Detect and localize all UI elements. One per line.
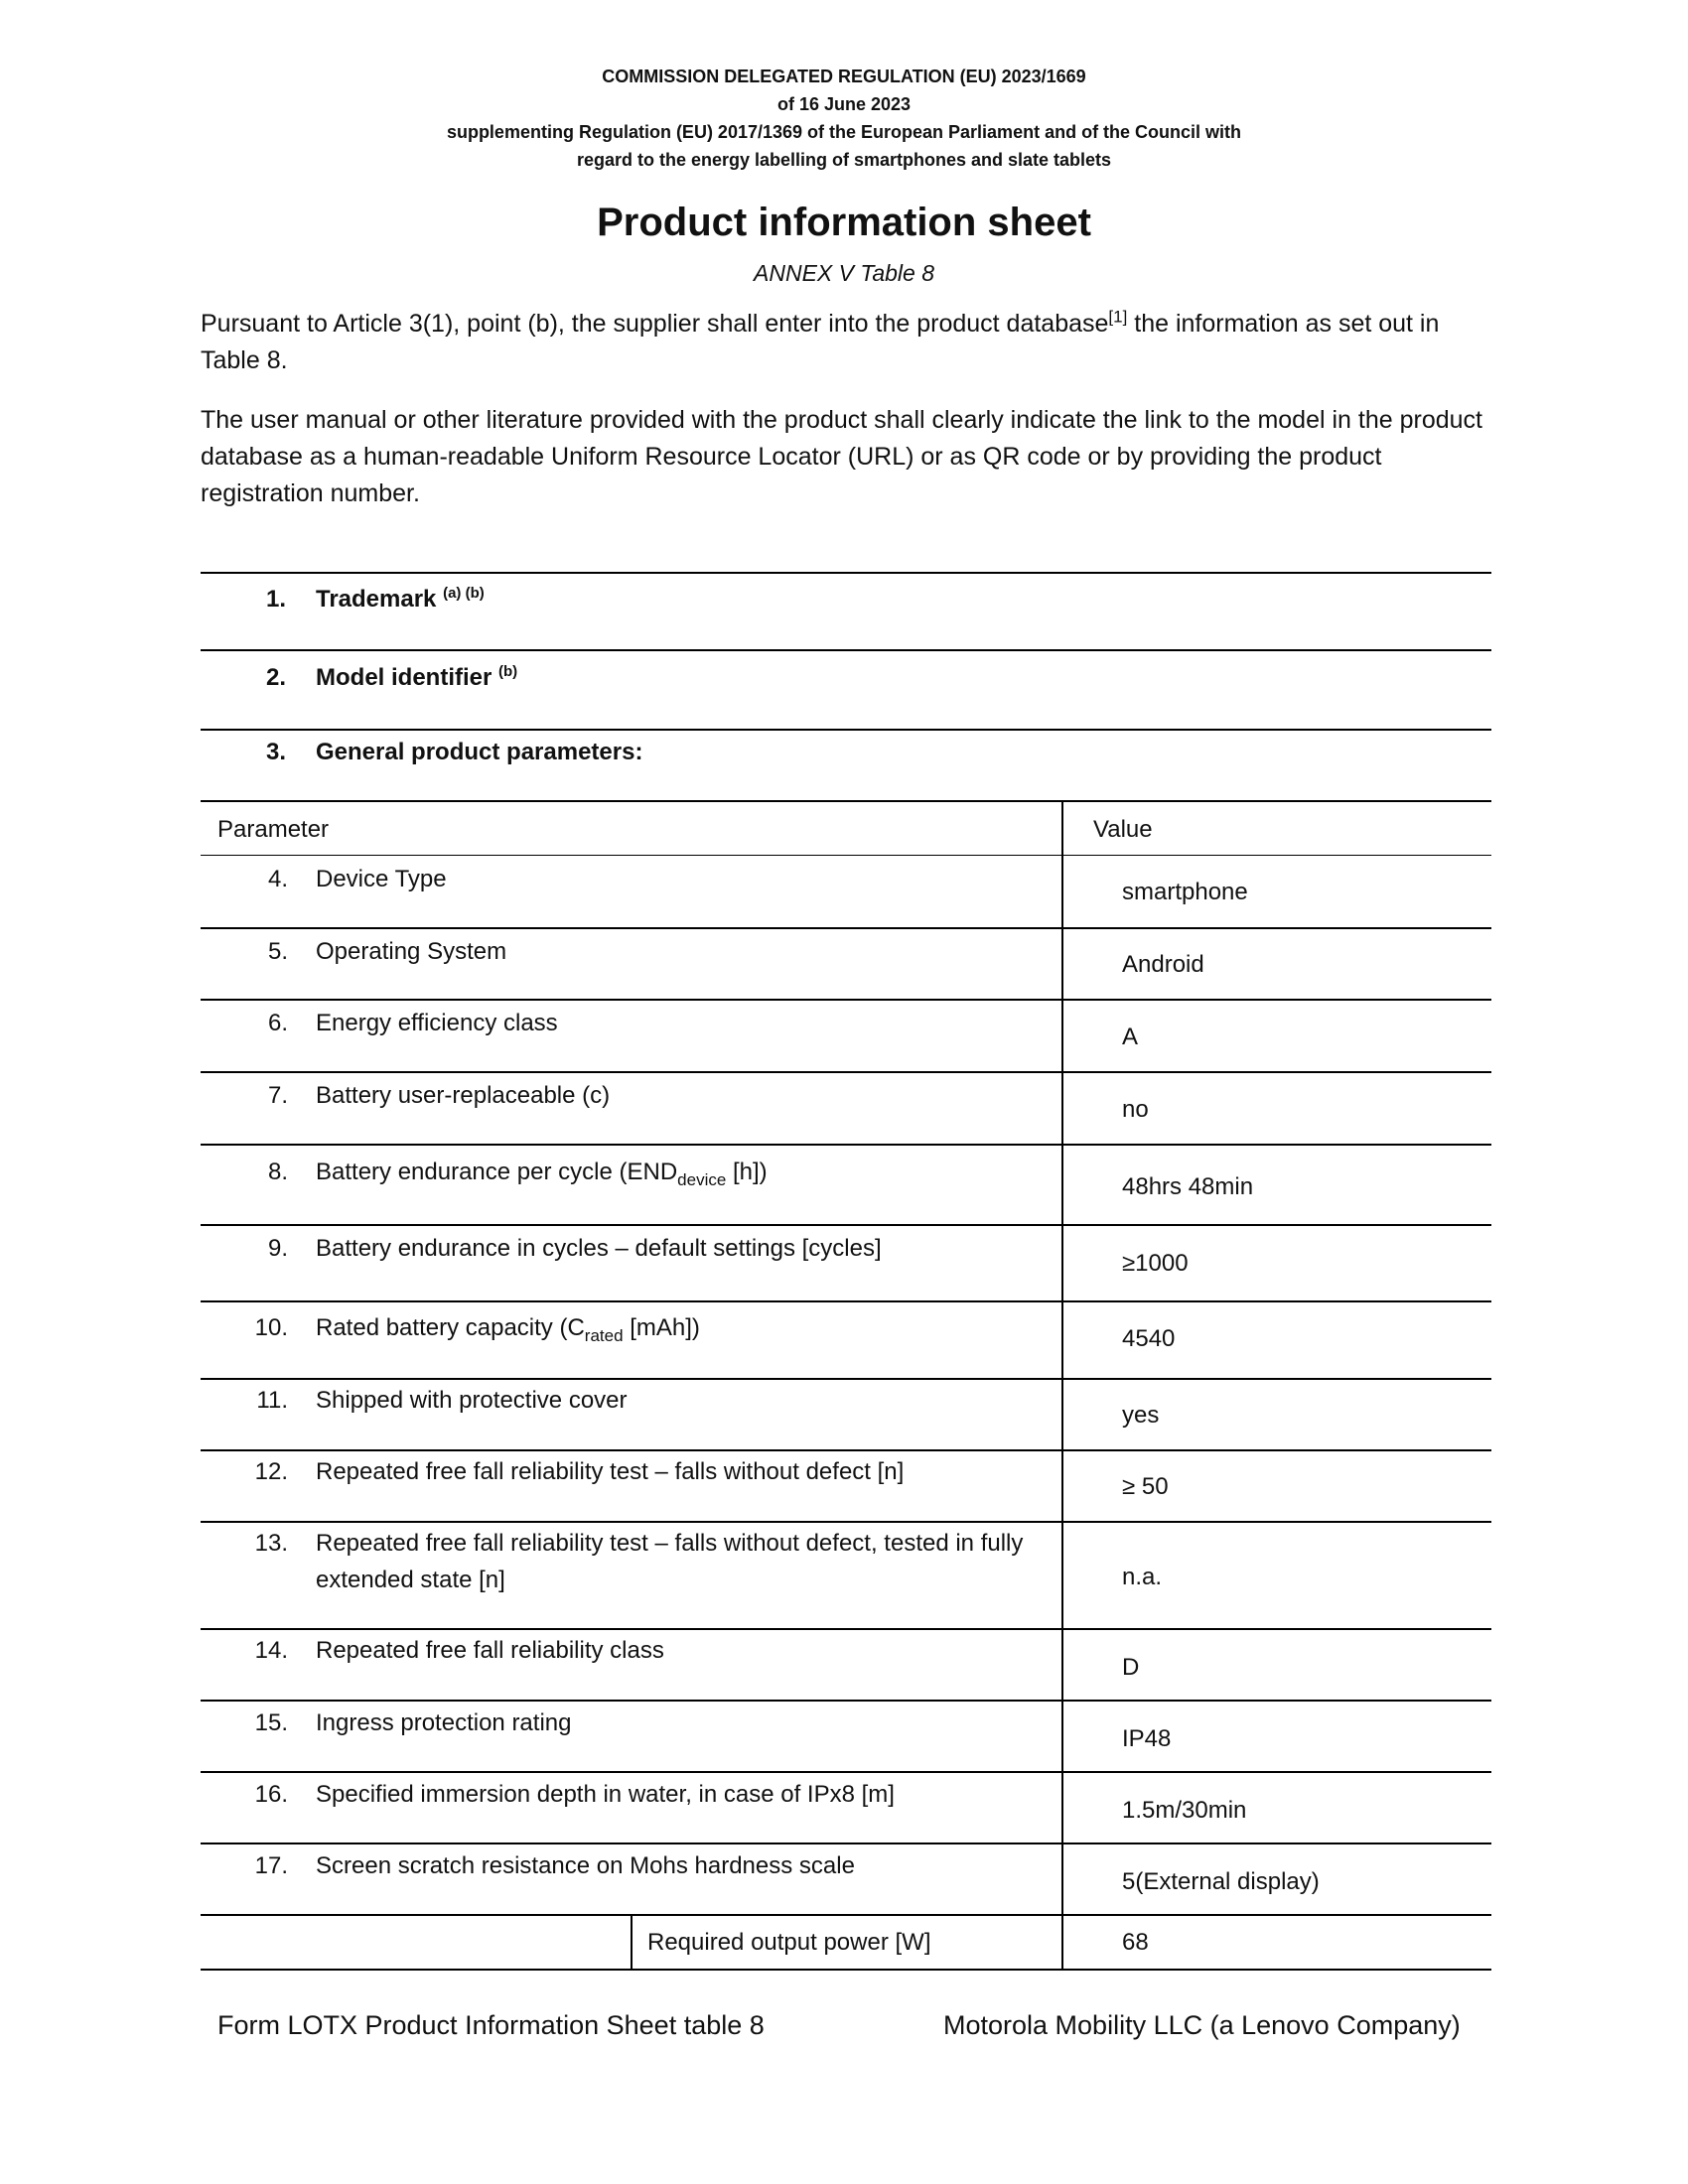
table-row-divider	[201, 1521, 1491, 1523]
column-header-parameter: Parameter	[217, 816, 330, 843]
row-number: 7.	[267, 1082, 288, 1109]
row-label-device-type: Device Type	[316, 866, 447, 892]
regulation-supplement-line2: regard to the energy labelling of smartphones and slate tablets	[576, 150, 1112, 170]
row-label-free-fall-extended: Repeated free fall reliability test – falls without defect, tested in fully extended state [n]	[316, 1530, 1024, 1593]
row-value-device-type: smartphone	[1122, 879, 1248, 905]
row-value-battery-endurance-cycles: ≥1000	[1122, 1250, 1189, 1277]
row-label-free-fall-test: Repeated free fall reliability test – falls without defect [n]	[316, 1458, 905, 1485]
table-column-divider	[1061, 800, 1063, 1971]
section-number: 1.	[266, 586, 287, 613]
row-label-battery-endurance-cycle: Battery endurance per cycle ($END_{device}$ [h])	[316, 1159, 768, 1189]
row-value-rated-capacity: 4540	[1122, 1325, 1176, 1352]
footer-company: Motorola Mobility LLC (a Lenovo Company)	[943, 2010, 1461, 2040]
row-value-battery-endurance-cycle: 48hrs 48min	[1122, 1173, 1254, 1200]
row-value-energy-class: A	[1122, 1024, 1139, 1050]
row-label-rated-capacity: Rated battery capacity ($C_{rated}$ [mAh])	[316, 1314, 700, 1345]
row-number: 14.	[254, 1637, 288, 1664]
row-value-protective-cover: yes	[1122, 1402, 1160, 1429]
page-subtitle: ANNEX V Table 8	[754, 260, 934, 286]
table-row-divider	[201, 1700, 1491, 1702]
row-number: 15.	[254, 1709, 288, 1736]
row-number: 16.	[254, 1781, 288, 1808]
page-title: Product information sheet	[597, 201, 1091, 244]
section-model-identifier: Model identifier $^{(b)}$	[316, 663, 518, 691]
row-number: 11.	[256, 1387, 288, 1414]
section-divider	[201, 649, 1491, 651]
table-row-divider	[201, 1843, 1491, 1844]
regulation-supplement-line1: supplementing Regulation (EU) 2017/1369 of the European Parliament and of the Council with	[446, 122, 1242, 142]
table-row-divider	[201, 1628, 1491, 1630]
table-cell-divider	[631, 1914, 633, 1971]
row-label-battery-replaceable: Battery user-replaceable (c)	[316, 1082, 611, 1109]
row-value-output-power: 68	[1122, 1929, 1149, 1956]
column-header-value: Value	[1093, 816, 1153, 843]
row-value-immersion-depth: 1.5m/30min	[1122, 1797, 1247, 1824]
table-row-divider	[201, 855, 1491, 856]
row-number: 4.	[267, 866, 288, 892]
row-label-output-power: Required output power [W]	[647, 1929, 931, 1956]
section-trademark: Trademark $^{(a) (b)}$	[316, 585, 485, 613]
row-number: 13.	[254, 1530, 288, 1557]
table-top-border	[201, 800, 1491, 802]
section-number: 2.	[266, 664, 287, 691]
row-label-scratch-resistance: Screen scratch resistance on Mohs hardness scale	[316, 1852, 855, 1879]
row-value-operating-system: Android	[1122, 951, 1204, 978]
table-row-divider	[201, 1771, 1491, 1773]
row-label-operating-system: Operating System	[316, 938, 507, 965]
section-number: 3.	[266, 739, 287, 765]
row-number: 8.	[267, 1159, 288, 1185]
row-value-ingress-protection: IP48	[1122, 1725, 1172, 1752]
footnote-ref: [1]	[1108, 307, 1128, 327]
row-value-free-fall-extended: n.a.	[1122, 1564, 1163, 1590]
row-number: 10.	[254, 1314, 288, 1341]
row-number: 6.	[267, 1010, 288, 1036]
footer-form-name: Form LOTX Product Information Sheet table 8	[217, 2010, 765, 2040]
row-label-ingress-protection: Ingress protection rating	[316, 1709, 572, 1736]
row-number: 17.	[254, 1852, 288, 1879]
table-row-divider	[201, 1300, 1491, 1302]
section-general-parameters: General product parameters:	[316, 739, 643, 765]
table-row-divider	[201, 1378, 1491, 1380]
table-row-divider	[201, 999, 1491, 1001]
table-row-divider	[201, 927, 1491, 929]
table-row-divider	[201, 1449, 1491, 1451]
section-divider	[201, 572, 1491, 574]
row-value-scratch-resistance: 5(External display)	[1122, 1868, 1320, 1895]
table-row-divider	[201, 1071, 1491, 1073]
intro-paragraph-2: The user manual or other literature provided with the product shall clearly indicate the link to the model in the product database as a human-readable Uniform Resource Locator (URL) or as QR code or by providing the product registration number.	[201, 406, 1482, 507]
row-label-free-fall-class: Repeated free fall reliability class	[316, 1637, 664, 1664]
row-label-immersion-depth: Specified immersion depth in water, in case of IPx8 [m]	[316, 1781, 895, 1808]
row-label-protective-cover: Shipped with protective cover	[316, 1387, 628, 1414]
row-value-free-fall-test: ≥ 50	[1122, 1473, 1169, 1500]
row-number: 12.	[254, 1458, 288, 1485]
row-number: 5.	[267, 938, 288, 965]
table-row-divider	[201, 1144, 1491, 1146]
row-label-energy-class: Energy efficiency class	[316, 1010, 558, 1036]
intro-paragraph-1: Pursuant to Article 3(1), point (b), the supplier shall enter into the product database[1] the information as set out in Table 8.	[201, 307, 1440, 374]
row-value-free-fall-class: D	[1122, 1654, 1140, 1681]
regulation-date: of 16 June 2023	[776, 94, 912, 114]
row-value-battery-replaceable: no	[1122, 1096, 1149, 1123]
table-bottom-border	[201, 1969, 1491, 1971]
section-divider	[201, 729, 1491, 731]
table-row-divider	[201, 1914, 1491, 1916]
table-row-divider	[201, 1224, 1491, 1226]
regulation-title: COMMISSION DELEGATED REGULATION (EU) 2023/1669	[602, 67, 1086, 86]
row-label-battery-endurance-cycles: Battery endurance in cycles – default settings [cycles]	[316, 1235, 882, 1262]
row-number: 9.	[267, 1235, 288, 1262]
